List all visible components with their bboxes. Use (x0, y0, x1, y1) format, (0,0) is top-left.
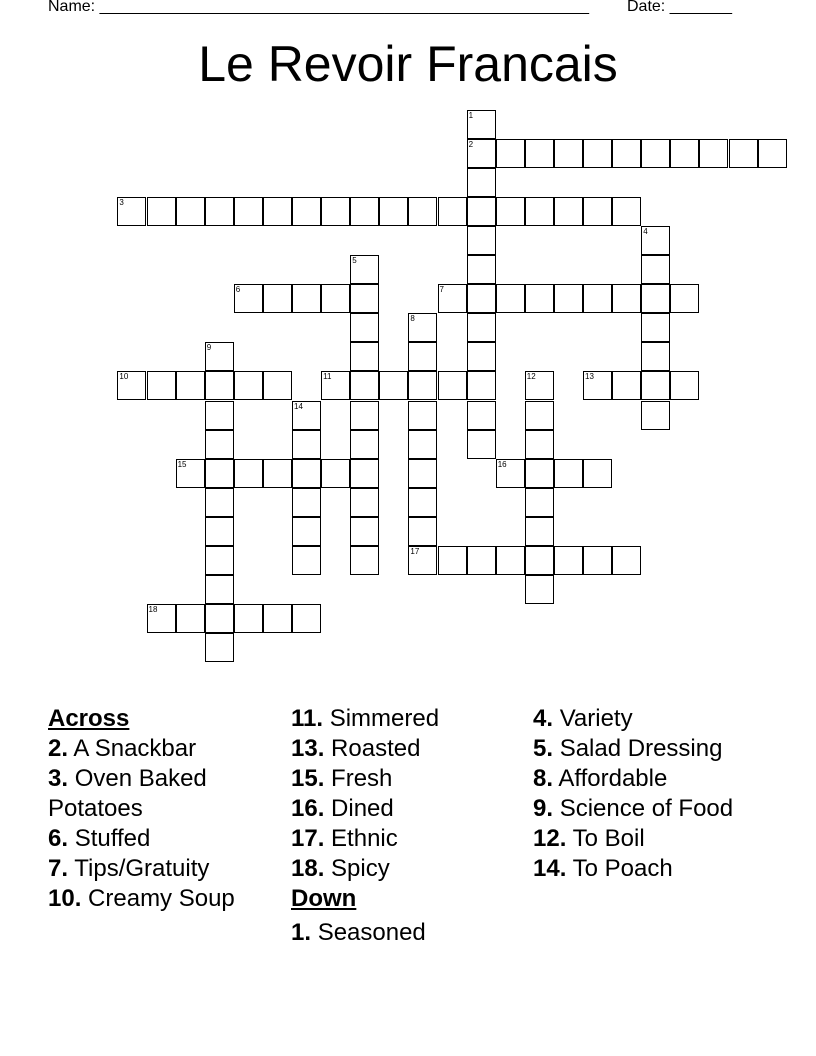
grid-cell[interactable] (234, 604, 263, 633)
grid-number: 16 (497, 459, 507, 469)
grid-cell[interactable] (176, 604, 205, 633)
clue-column-2 (291, 704, 521, 948)
clue-down-12: 12. To Boil (533, 825, 645, 852)
grid-cell[interactable] (205, 371, 234, 400)
grid-cell[interactable] (408, 517, 437, 546)
grid-cell[interactable] (176, 197, 205, 226)
grid-cell[interactable] (350, 342, 379, 371)
grid-number: 17 (410, 547, 420, 556)
grid-cell[interactable] (641, 401, 670, 430)
clue-across-13: 13. Roasted (291, 735, 421, 762)
clue-across-17: 17. Ethnic (291, 825, 398, 852)
grid-cell[interactable] (292, 459, 321, 488)
grid-cell[interactable] (496, 546, 525, 575)
grid-cell[interactable] (408, 197, 437, 226)
clue-down-5: 5. Salad Dressing (533, 735, 723, 762)
grid-cell[interactable] (496, 139, 525, 168)
grid-cell[interactable] (438, 371, 467, 400)
grid-cell[interactable] (525, 459, 554, 488)
page-title: Le Revoir Francais (198, 36, 618, 92)
clue-column-3 (533, 704, 763, 884)
grid-cell[interactable] (205, 575, 234, 604)
grid-cell[interactable] (729, 139, 758, 168)
grid-number: 14 (294, 401, 303, 411)
grid-cell[interactable] (147, 371, 176, 400)
grid-cell[interactable] (176, 371, 205, 400)
grid-cell[interactable] (525, 546, 554, 575)
grid-number: 7 (439, 285, 444, 295)
grid-cell[interactable] (263, 459, 292, 488)
grid-cell[interactable] (205, 546, 234, 575)
grid-cell[interactable] (670, 139, 699, 168)
grid-cell[interactable] (670, 371, 699, 400)
grid-cell[interactable] (263, 197, 292, 226)
grid-cell[interactable] (612, 371, 641, 400)
grid-number: 10 (119, 372, 129, 382)
grid-cell[interactable] (554, 284, 583, 313)
grid-cell[interactable] (583, 139, 612, 168)
grid-cell[interactable] (525, 517, 554, 546)
grid-cell[interactable] (554, 546, 583, 575)
grid-cell[interactable] (408, 488, 437, 517)
clue-across-18: 18. Spicy (291, 855, 390, 882)
grid-cell[interactable] (758, 139, 787, 168)
grid-cell[interactable] (525, 575, 554, 604)
grid-cell[interactable] (670, 284, 699, 313)
grid-number: 3 (119, 197, 124, 207)
grid-cell[interactable] (263, 284, 292, 313)
grid-cell[interactable] (147, 197, 176, 226)
grid-cell[interactable] (467, 284, 496, 313)
grid-cell[interactable] (292, 430, 321, 459)
clue-down-14: 14. To Poach (533, 855, 673, 882)
grid-cell[interactable] (612, 139, 641, 168)
grid-cell[interactable] (321, 459, 350, 488)
grid-number: 8 (410, 314, 415, 324)
grid-cell[interactable] (408, 401, 437, 430)
grid-cell[interactable] (699, 139, 728, 168)
grid-cell[interactable] (467, 546, 496, 575)
grid-cell[interactable] (205, 633, 234, 662)
grid-cell[interactable] (292, 604, 321, 633)
grid-cell[interactable] (292, 517, 321, 546)
grid-cell[interactable] (467, 197, 496, 226)
grid-cell[interactable] (234, 371, 263, 400)
grid-cell[interactable] (583, 546, 612, 575)
clue-across-10: 10. Creamy Soup (48, 885, 235, 912)
name-field-label: Name: _______________________________________________________ (48, 0, 589, 15)
grid-cell[interactable] (641, 313, 670, 342)
grid-cell[interactable] (205, 517, 234, 546)
grid-cell[interactable] (292, 197, 321, 226)
grid-number: 18 (148, 605, 158, 615)
grid-cell[interactable] (525, 197, 554, 226)
grid-cell[interactable] (263, 371, 292, 400)
grid-cell[interactable] (408, 459, 437, 488)
grid-cell[interactable] (408, 371, 437, 400)
grid-cell[interactable] (467, 401, 496, 430)
grid-cell[interactable] (379, 197, 408, 226)
grid-cell[interactable] (205, 459, 234, 488)
grid-cell[interactable] (234, 459, 263, 488)
clue-down-4: 4. Variety (533, 705, 633, 732)
grid-cell[interactable] (467, 342, 496, 371)
grid-cell[interactable] (292, 546, 321, 575)
grid-cell[interactable] (525, 488, 554, 517)
grid-number: 13 (585, 372, 594, 382)
clue-down-8: 8. Affordable (533, 765, 668, 792)
grid-cell[interactable] (554, 197, 583, 226)
grid-cell[interactable] (467, 226, 496, 255)
grid-cell[interactable] (554, 459, 583, 488)
clue-across-15: 15. Fresh (291, 765, 393, 792)
grid-cell[interactable] (583, 284, 612, 313)
date-field-label: Date: _______ (627, 0, 732, 15)
grid-cell[interactable] (350, 284, 379, 313)
grid-number: 15 (177, 459, 187, 469)
grid-number: 9 (206, 343, 212, 353)
grid-number: 12 (526, 372, 536, 382)
grid-cell[interactable] (525, 284, 554, 313)
grid-cell[interactable] (350, 546, 379, 575)
clue-across-6: 6. Stuffed (48, 825, 151, 852)
grid-cell[interactable] (350, 517, 379, 546)
grid-cell[interactable] (205, 401, 234, 430)
grid-cell[interactable] (525, 430, 554, 459)
grid-cell[interactable] (641, 139, 670, 168)
grid-cell[interactable] (350, 430, 379, 459)
grid-cell[interactable] (292, 488, 321, 517)
clue-across-2: 2. A Snackbar (48, 735, 197, 762)
grid-cell[interactable] (350, 197, 379, 226)
clue-column-1 (48, 704, 278, 914)
grid-cell[interactable] (408, 342, 437, 371)
clue-down-9: 9. Science of Food (533, 795, 734, 822)
grid-cell[interactable] (641, 342, 670, 371)
grid-number: 4 (643, 226, 648, 236)
grid-cell[interactable] (205, 430, 234, 459)
grid-cell[interactable] (205, 488, 234, 517)
grid-cell[interactable] (467, 371, 496, 400)
grid-cell[interactable] (350, 488, 379, 517)
clue-across-16: 16. Dined (291, 795, 394, 822)
grid-cell[interactable] (525, 401, 554, 430)
grid-cell[interactable] (554, 139, 583, 168)
grid-cell[interactable] (496, 284, 525, 313)
grid-cell[interactable] (612, 546, 641, 575)
grid-cell[interactable] (612, 284, 641, 313)
grid-cell[interactable] (641, 255, 670, 284)
grid-cell[interactable] (321, 197, 350, 226)
clue-across-7: 7. Tips/Gratuity (48, 855, 210, 882)
down-heading: Down (291, 885, 357, 912)
grid-number: 1 (468, 110, 474, 120)
grid-cell[interactable] (467, 430, 496, 459)
grid-number: 2 (468, 139, 474, 149)
grid-cell[interactable] (438, 197, 467, 226)
grid-cell[interactable] (350, 459, 379, 488)
grid-cell[interactable] (641, 371, 670, 400)
grid-number: 5 (352, 256, 357, 265)
grid-cell[interactable] (234, 197, 263, 226)
grid-cell[interactable] (641, 284, 670, 313)
grid-cell[interactable] (583, 197, 612, 226)
grid-cell[interactable] (496, 197, 525, 226)
grid-number: 11 (323, 372, 332, 382)
clue-across-11: 11. Simmered (291, 705, 440, 732)
grid-cell[interactable] (525, 139, 554, 168)
across-heading: Across (48, 705, 130, 732)
clue-across-3: 3. Oven Baked Potatoes (48, 765, 207, 822)
grid-cell[interactable] (321, 284, 350, 313)
grid-cell[interactable] (205, 197, 234, 226)
grid-cell[interactable] (467, 255, 496, 284)
grid-cell[interactable] (408, 430, 437, 459)
grid-cell[interactable] (438, 546, 467, 575)
grid-cell[interactable] (350, 313, 379, 342)
grid-cell[interactable] (350, 371, 379, 400)
grid-number: 6 (235, 285, 241, 295)
grid-cell[interactable] (292, 284, 321, 313)
clue-down-1: 1. Seasoned (291, 919, 426, 946)
grid-cell[interactable] (612, 197, 641, 226)
grid-cell[interactable] (205, 604, 234, 633)
grid-cell[interactable] (263, 604, 292, 633)
grid-cell[interactable] (467, 168, 496, 197)
grid-cell[interactable] (467, 313, 496, 342)
grid-cell[interactable] (379, 371, 408, 400)
grid-cell[interactable] (583, 459, 612, 488)
grid-cell[interactable] (350, 401, 379, 430)
